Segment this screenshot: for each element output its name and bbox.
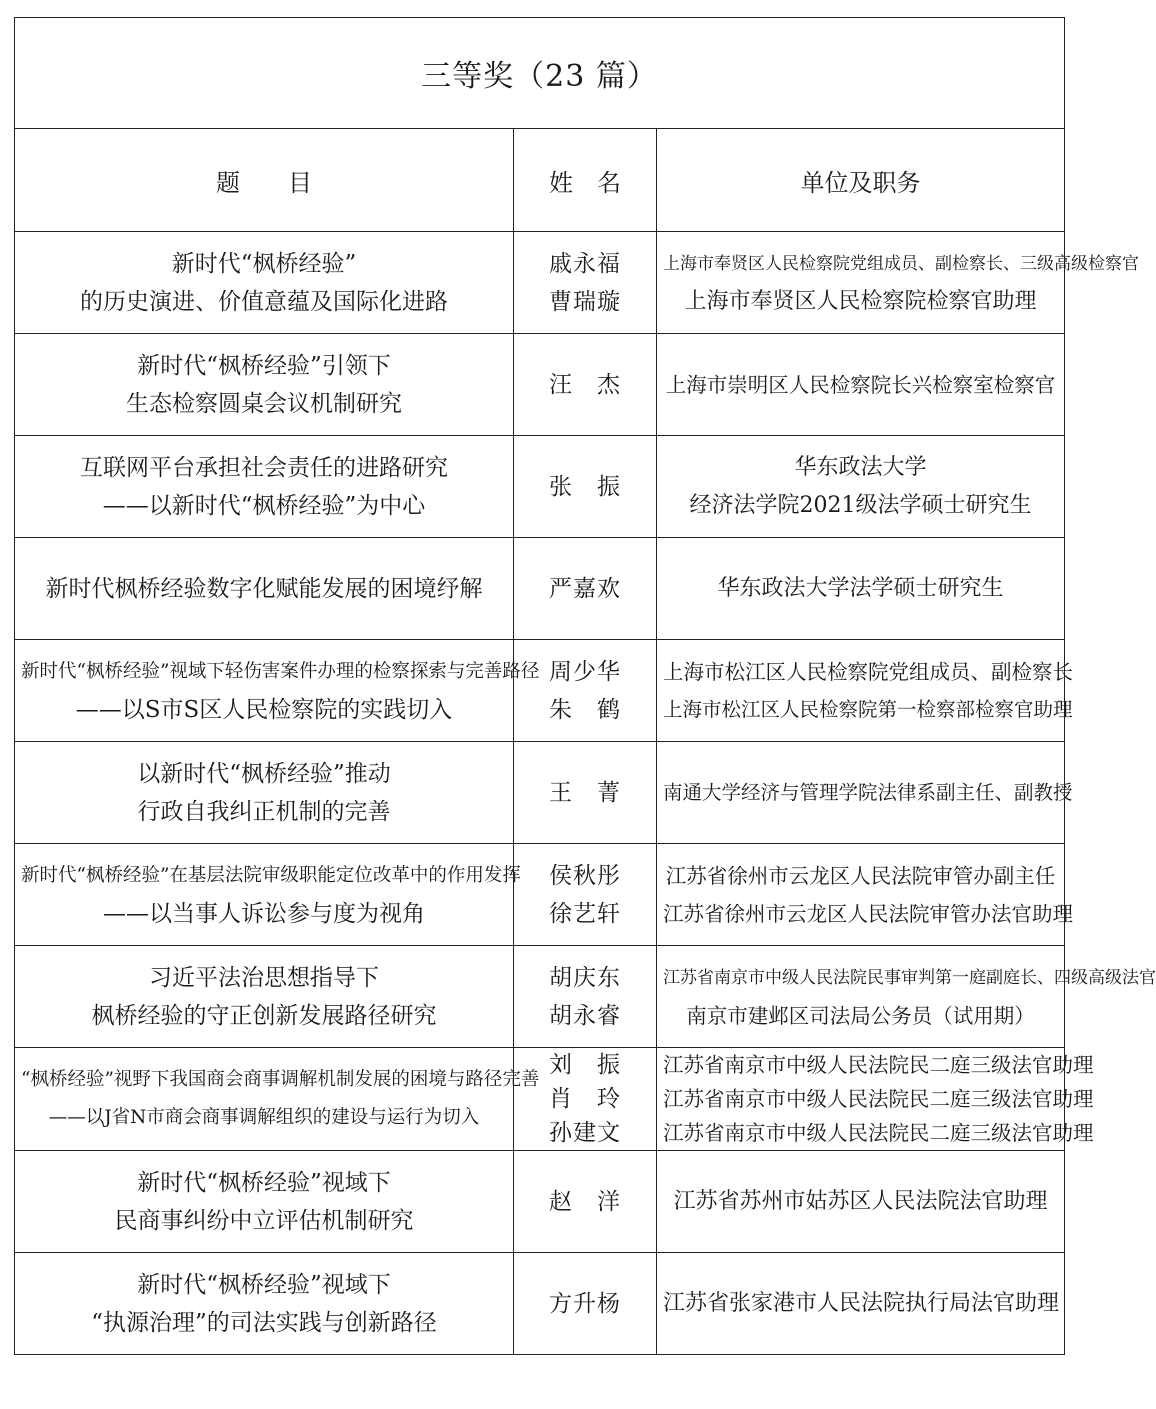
org-cell [657,436,1065,538]
org-line: 华东政法大学法学硕士研究生 [717,575,1004,601]
org-cell [657,1048,1094,1151]
topic-line: ——以新时代“枫桥经验”为中心 [102,492,426,519]
name-cell [514,232,657,334]
author-name: 朱 鹤 [549,696,621,723]
table-row [15,334,1065,436]
org-cell [657,742,1073,844]
author-name: 严嘉欢 [549,575,621,602]
table-row [15,946,1065,1048]
topic-cell [15,538,514,640]
org-cell [657,334,1065,436]
topic-line: 新时代“枫桥经验”引领下 [137,352,391,379]
topic-line: 新时代枫桥经验数字化赋能发展的困境纾解 [45,575,483,602]
topic-line: 的历史演进、价值意蕴及国际化进路 [80,288,448,315]
topic-line: 新时代“枫桥经验”视域下 [137,1169,391,1196]
topic-cell [15,1048,540,1151]
topic-line: ——以当事人诉讼参与度为视角 [103,900,425,927]
name-cell [514,946,657,1048]
org-line: 江苏省南京市中级人民法院民二庭三级法官助理 [663,1053,1094,1077]
org-line: 华东政法大学 [794,454,927,480]
org-line: 江苏省徐州市云龙区人民法院审管办法官助理 [663,901,1073,926]
topic-line: 行政自我纠正机制的完善 [137,798,391,825]
author-name: 刘 振 [549,1052,621,1078]
table-title: 三等奖（23 篇） [15,18,1065,129]
author-name: 胡庆东 [549,964,621,991]
topic-line: 新时代“枫桥经验”在基层法院审级职能定位改革中的作用发挥 [21,864,521,886]
awards-table [14,17,1156,1355]
header-org: 单位及职务 [657,129,1065,232]
header-topic: 题 目 [15,129,514,232]
org-line: 经济法学院2021级法学硕士研究生 [689,492,1032,518]
topic-line: 民商事纠纷中立评估机制研究 [114,1207,414,1234]
org-line: 江苏省南京市中级人民法院民二庭三级法官助理 [663,1087,1094,1111]
table-row [15,640,1065,742]
header-name: 姓 名 [514,129,657,232]
author-name: 侯秋彤 [549,862,621,889]
table-row [15,742,1065,844]
name-cell [514,640,657,742]
topic-cell [15,742,514,844]
org-line: 上海市奉贤区人民检察院党组成员、副检察长、三级高级检察官 [663,253,1139,274]
topic-line: 互联网平台承担社会责任的进路研究 [80,454,448,481]
topic-cell [15,1151,514,1253]
author-name: 徐艺轩 [549,900,621,927]
org-line: 上海市松江区人民检察院第一检察部检察官助理 [663,697,1073,721]
author-name: 周少华 [549,658,621,685]
topic-cell [15,640,540,742]
org-cell [657,640,1073,742]
author-name: 曹瑞璇 [549,288,621,315]
topic-line: 新时代“枫桥经验” [171,250,357,277]
topic-cell [15,334,514,436]
org-line: 上海市奉贤区人民检察院检察官助理 [684,288,1037,314]
topic-cell [15,436,514,538]
name-cell [514,742,657,844]
topic-line: 枫桥经验的守正创新发展路径研究 [91,1002,437,1029]
topic-line: 生态检察圆桌会议机制研究 [126,390,402,417]
topic-line: “执源治理”的司法实践与创新路径 [91,1309,437,1336]
org-cell [657,946,1156,1048]
org-cell [657,538,1065,640]
org-line: 南通大学经济与管理学院法律系副主任、副教授 [663,780,1073,804]
topic-line: 习近平法治思想指导下 [149,964,379,991]
topic-cell [15,232,514,334]
topic-cell [15,1253,514,1355]
org-line: 江苏省徐州市云龙区人民法院审管办副主任 [665,863,1056,888]
org-cell [657,844,1073,946]
table-row [15,232,1065,334]
topic-line: ——以J省N市商会商事调解组织的建设与运行为切入 [48,1107,480,1128]
topic-cell [15,946,514,1048]
topic-line: “枫桥经验”视野下我国商会商事调解机制发展的困境与路径完善 [21,1069,540,1090]
author-name: 肖 玲 [549,1086,621,1112]
author-name: 张 振 [549,473,621,500]
topic-line: ——以S市S区人民检察院的实践切入 [75,696,453,723]
org-cell [657,232,1139,334]
author-name: 戚永福 [549,250,621,277]
table-title-row [15,18,1065,129]
author-name: 方升杨 [549,1290,621,1317]
author-name: 王 菁 [549,779,621,806]
org-line: 江苏省南京市中级人民法院民二庭三级法官助理 [663,1121,1094,1145]
author-name: 孙建文 [549,1120,621,1146]
table-row [15,1253,1065,1355]
org-line: 上海市松江区人民检察院党组成员、副检察长 [663,659,1073,684]
org-line: 南京市建邺区司法局公务员（试用期） [686,1003,1035,1028]
table-row [15,844,1065,946]
table-row [15,436,1065,538]
topic-cell [15,844,521,946]
author-name: 汪 杰 [549,371,621,398]
org-line: 江苏省苏州市姑苏区人民法院法官助理 [673,1188,1048,1214]
topic-line: 新时代“枫桥经验”视域下 [137,1271,391,1298]
org-line: 上海市崇明区人民检察院长兴检察室检察官 [665,372,1056,397]
table-row [15,1048,1065,1151]
org-cell [657,1151,1065,1253]
name-cell [514,1253,657,1355]
name-cell [514,844,657,946]
org-line: 江苏省南京市中级人民法院民事审判第一庭副庭长、四级高级法官 [663,967,1156,988]
topic-line: 以新时代“枫桥经验”推动 [137,760,391,787]
name-cell [514,334,657,436]
org-line: 江苏省张家港市人民法院执行局法官助理 [663,1290,1060,1316]
author-name: 胡永睿 [549,1002,621,1029]
table-row [15,1151,1065,1253]
name-cell [514,1048,657,1151]
author-name: 赵 洋 [549,1188,621,1215]
topic-line: 新时代“枫桥经验”视域下轻伤害案件办理的检察探索与完善路径 [21,660,540,682]
name-cell [514,1151,657,1253]
org-cell [657,1253,1065,1355]
table-row [15,538,1065,640]
name-cell [514,538,657,640]
header-row [15,129,1065,232]
name-cell [514,436,657,538]
